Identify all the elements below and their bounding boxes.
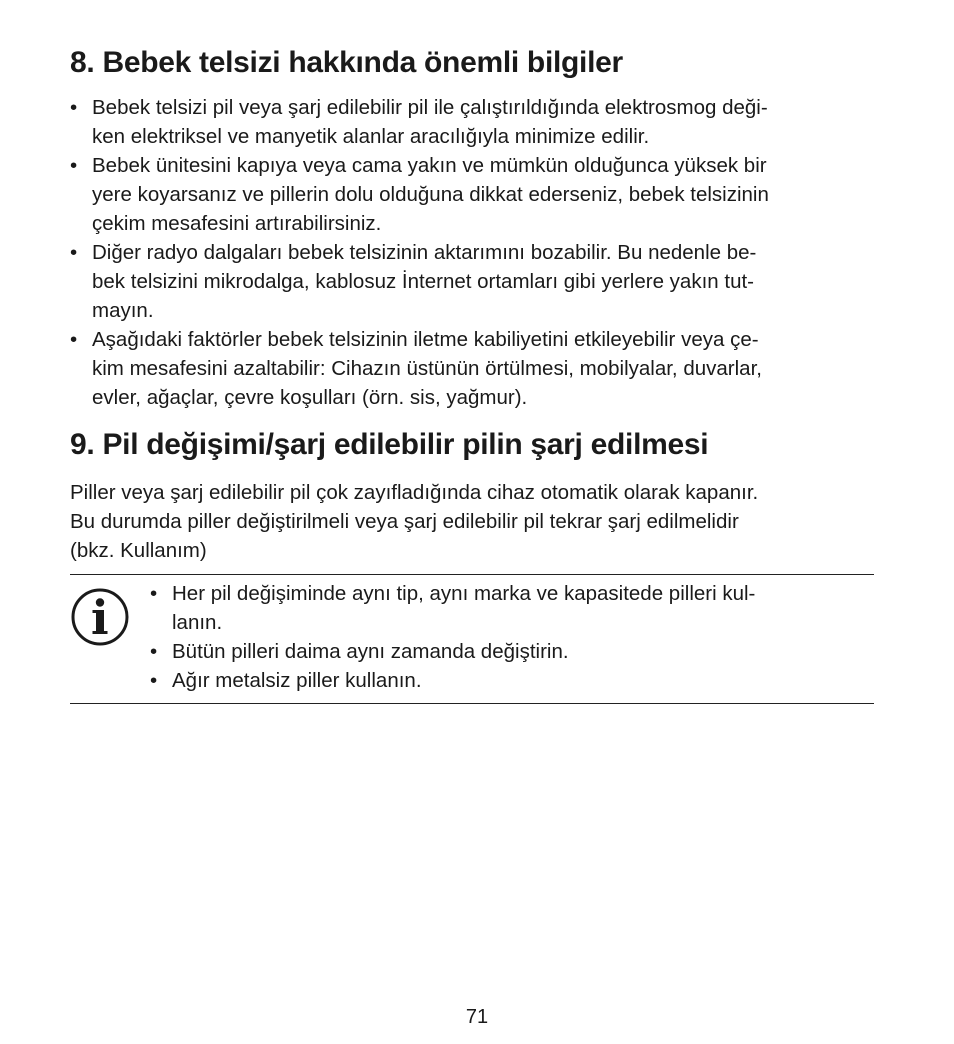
text-line: çekim mesafesini artırabilirsiniz. — [92, 212, 382, 235]
bullet-icon: • — [70, 154, 78, 177]
text-line: Her pil değişiminde aynı tip, aynı marka ve kapasitede pilleri kul- — [172, 582, 756, 605]
page-number: 71 — [465, 1006, 489, 1028]
list-item — [150, 637, 850, 666]
list-item — [70, 93, 882, 151]
list-item — [150, 579, 850, 637]
info-icon — [71, 588, 129, 646]
list-item — [70, 325, 882, 412]
text-line: Ağır metalsiz piller kullanın. — [172, 669, 422, 692]
bullet-icon: • — [150, 669, 158, 692]
bullet-icon: • — [70, 241, 78, 264]
text-line: (bkz. Kullanım) — [70, 539, 207, 562]
text-line: Bütün pilleri daima aynı zamanda değiştirin. — [172, 640, 569, 663]
info-note-box — [70, 574, 874, 704]
section-8-heading: 8. Bebek telsizi hakkında önemli bilgiler — [70, 46, 623, 79]
text-line: Aşağıdaki faktörler bebek telsizinin iletme kabiliyetini etkileyebilir veya çe- — [92, 328, 759, 351]
text-line: Bebek telsizi pil veya şarj edilebilir pil ile çalıştırıldığında elektrosmog deği- — [92, 96, 768, 119]
text-line: mayın. — [92, 299, 154, 322]
bullet-icon: • — [150, 582, 158, 605]
text-line: evler, ağaçlar, çevre koşulları (örn. sis, yağmur). — [92, 386, 528, 409]
section-9-paragraph — [70, 478, 870, 565]
text-line: kim mesafesini azaltabilir: Cihazın üstünün örtülmesi, mobilyalar, duvarlar, — [92, 357, 762, 380]
text-line: bek telsizini mikrodalga, kablosuz İnternet ortamları gibi yerlere yakın tut- — [92, 270, 754, 293]
section-8-bullet-list — [70, 93, 882, 412]
text-line: Diğer radyo dalgaları bebek telsizinin aktarımını bozabilir. Bu nedenle be- — [92, 241, 757, 264]
bullet-icon: • — [150, 640, 158, 663]
text-line: Piller veya şarj edilebilir pil çok zayıfladığında cihaz otomatik olarak kapanır. — [70, 481, 759, 504]
list-item — [70, 151, 882, 238]
text-line: lanın. — [172, 611, 223, 634]
text-line: yere koyarsanız ve pillerin dolu olduğuna dikkat ederseniz, bebek telsizinin — [92, 183, 769, 206]
list-item — [150, 666, 850, 695]
section-9-heading: 9. Pil değişimi/şarj edilebilir pilin şarj edilmesi — [70, 428, 709, 461]
text-line: ken elektriksel ve manyetik alanlar aracılığıyla minimize edilir. — [92, 125, 650, 148]
bullet-icon: • — [70, 96, 78, 119]
text-line: Bu durumda piller değiştirilmeli veya şarj edilebilir pil tekrar şarj edilmelidir — [70, 510, 739, 533]
bullet-icon: • — [70, 328, 78, 351]
list-item — [70, 238, 882, 325]
text-line: Bebek ünitesini kapıya veya cama yakın ve mümkün olduğunca yüksek bir — [92, 154, 767, 177]
info-bullet-list — [150, 579, 850, 695]
